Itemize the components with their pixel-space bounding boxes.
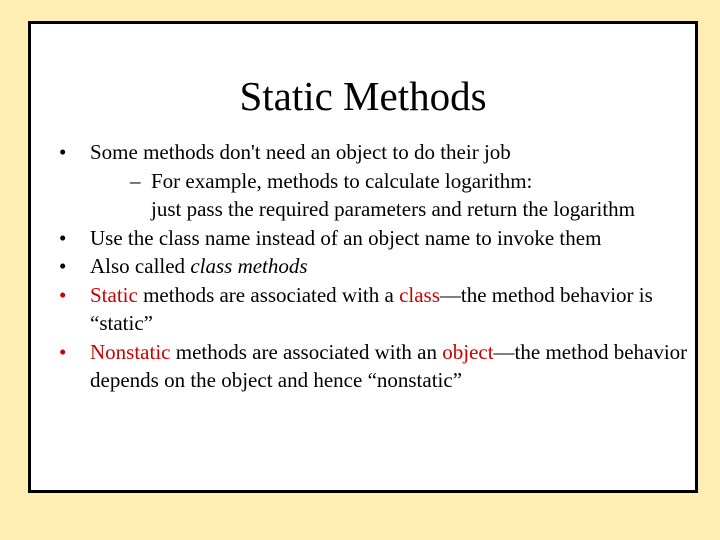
- highlight-nonstatic: Nonstatic: [90, 339, 171, 364]
- highlight-object: object: [442, 339, 494, 364]
- bullet-text-end: —the method behavior is “static”: [90, 282, 653, 335]
- slide-panel: [28, 21, 698, 493]
- bullet-list: [59, 138, 695, 395]
- bullet-text: Also called: [90, 254, 191, 278]
- highlight-class: class: [399, 282, 440, 307]
- sub-bullet-item: [59, 167, 695, 224]
- bullet-marker: •: [59, 282, 67, 307]
- bullet-text: methods are associated with a: [137, 282, 400, 307]
- slide-title: Static Methods: [239, 73, 487, 119]
- bullet-text-end: —the method behavior depends on the object and hence “nonstatic”: [90, 339, 688, 392]
- highlight-static: Static: [90, 282, 138, 307]
- bullet-text: methods are associated with an: [170, 339, 443, 364]
- bullet-item: [59, 338, 695, 395]
- bullet-marker: •: [59, 339, 67, 364]
- sub-bullet-marker: –: [130, 168, 141, 193]
- bullet-emphasis: class methods: [190, 254, 308, 278]
- bullet-marker: •: [59, 140, 67, 164]
- sub-bullet-text-continued: just pass the required parameters and return the logarithm: [151, 197, 636, 221]
- bullet-marker: •: [59, 254, 67, 278]
- bullet-item: [59, 252, 695, 281]
- bullet-item: [59, 224, 695, 253]
- bullet-text: Use the class name instead of an object name to invoke them: [90, 225, 602, 250]
- bullet-item: [59, 138, 695, 167]
- bullet-item: [59, 281, 695, 338]
- bullet-marker: •: [59, 225, 67, 250]
- sub-bullet-text: For example, methods to calculate logarithm:: [151, 168, 533, 193]
- bullet-text: Some methods don't need an object to do their job: [90, 140, 511, 164]
